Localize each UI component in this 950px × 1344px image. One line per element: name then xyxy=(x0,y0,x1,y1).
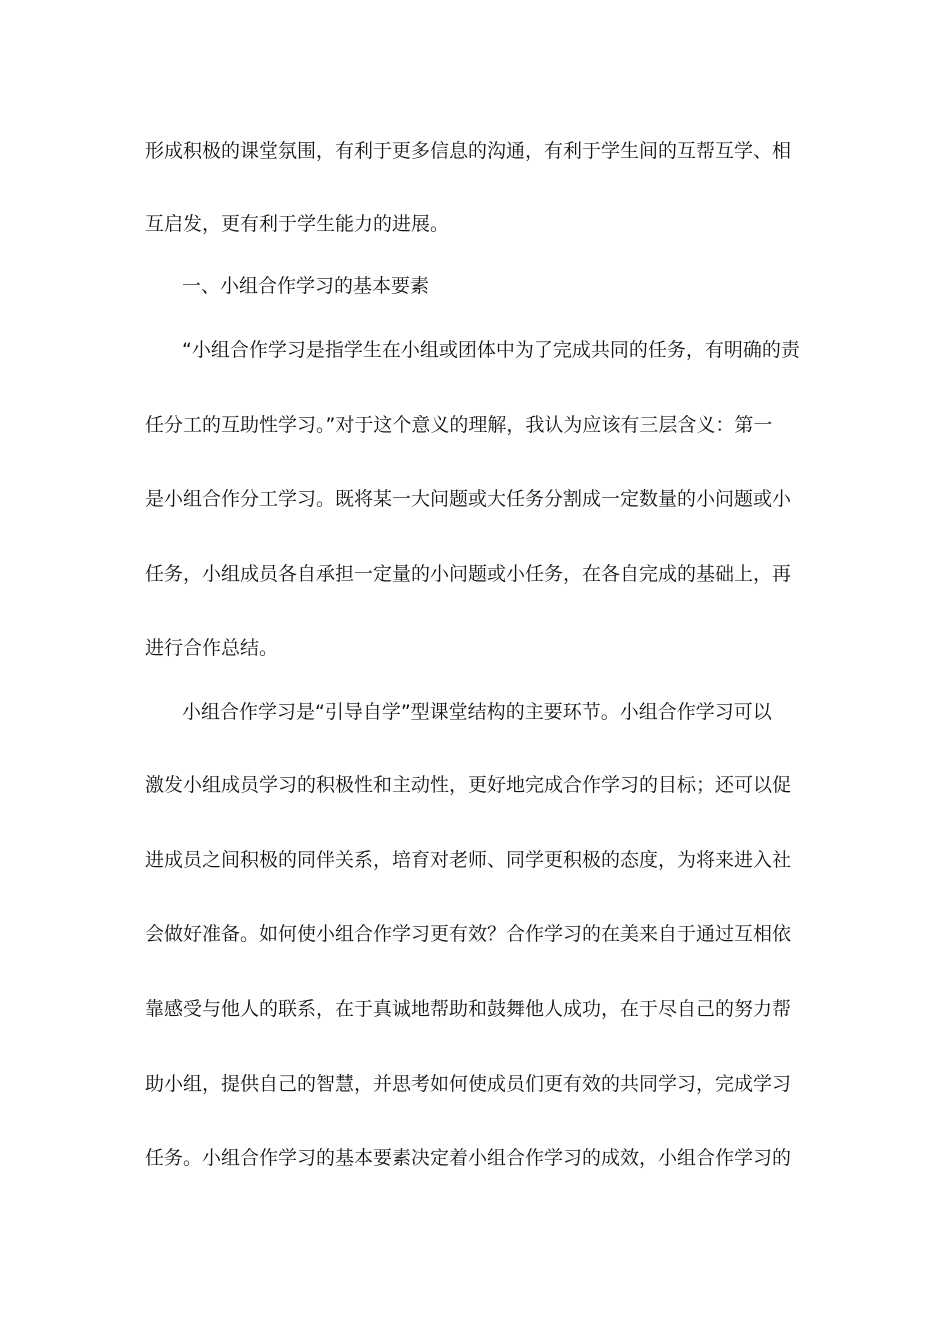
text-line-2: 互启发，更有利于学生能力的进展。 xyxy=(145,213,450,235)
text-line-4: “小组合作学习是指学生在小组或团体中为了完成共同的任务，有明确的责 xyxy=(182,339,800,361)
text-line-5: 任分工的互助性学习。”对于这个意义的理解，我认为应该有三层含义：第一 xyxy=(145,414,773,436)
section-heading: 一、小组合作学习的基本要素 xyxy=(182,275,430,297)
text-line-1: 形成积极的课堂氛围，有利于更多信息的沟通，有利于学生间的互帮互学、相 xyxy=(145,140,792,162)
text-line-10: 激发小组成员学习的积极性和主动性，更好地完成合作学习的目标；还可以促 xyxy=(145,774,792,796)
text-line-11: 进成员之间积极的同伴关系，培育对老师、同学更积极的态度，为将来进入社 xyxy=(145,849,792,871)
text-line-14: 助小组，提供自己的智慧，并思考如何使成员们更有效的共同学习，完成学习 xyxy=(145,1073,792,1095)
text-line-9: 小组合作学习是“引导自学”型课堂结构的主要环节。小组合作学习可以 xyxy=(182,701,772,723)
text-line-13: 靠感受与他人的联系，在于真诚地帮助和鼓舞他人成功，在于尽自己的努力帮 xyxy=(145,998,792,1020)
text-line-15: 任务。小组合作学习的基本要素决定着小组合作学习的成效，小组合作学习的 xyxy=(145,1147,792,1169)
text-line-8: 进行合作总结。 xyxy=(145,637,279,659)
text-line-12: 会做好准备。如何使小组合作学习更有效？合作学习的在美来自于通过互相依 xyxy=(145,923,792,945)
text-line-6: 是小组合作分工学习。既将某一大问题或大任务分割成一定数量的小问题或小 xyxy=(145,488,792,510)
text-line-7: 任务，小组成员各自承担一定量的小问题或小任务，在各自完成的基础上，再 xyxy=(145,563,792,585)
